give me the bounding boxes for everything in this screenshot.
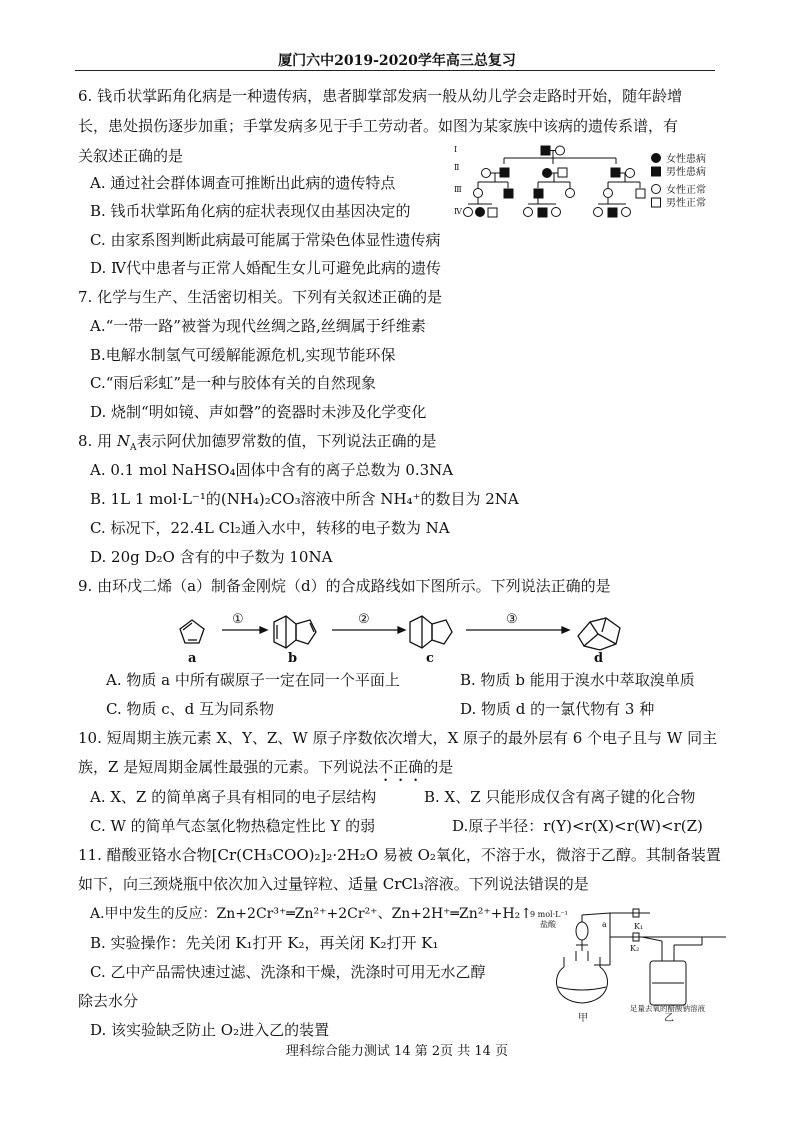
q10-emphasis: 不正确 [378,758,424,776]
q7-option-d: D. 烧制“明如镜、声如磬”的瓷器时未涉及化学变化 [90,403,427,421]
q8-stem-sub: A [129,443,137,453]
q10-option-d: D.原子半径：r(Y)<r(X)<r(W)<r(Z) [452,817,703,835]
legend-label: 女性患病 [666,154,706,165]
solution-label: 足量去氧的醋酸钠溶液 [630,1004,705,1013]
q6-option-b: B. 钱币状掌跖角化病的症状表现仅由基因决定的 [90,202,411,220]
pedigree-female-normal [524,208,533,217]
compound-label-a: a [188,651,197,666]
q7-option-c: C.“雨后彩虹”是一种与胶体有关的自然现象 [90,374,377,392]
step-label-1: ① [232,612,244,627]
pedigree-female-normal [474,189,483,198]
q9-option-b: B. 物质 b 能用于溴水中萃取溴单质 [460,671,695,689]
q11-stem-line1: 11. 醋酸亚铬水合物[Cr(CH₃COO)₂]₂·2H₂O 易被 O₂氧化，不溶于水，微溶于乙醇。其制备装置 [78,846,721,864]
pedigree-male-normal [636,189,645,198]
q7-option-b: B.电解水制氢气可缓解能源危机,实现节能环保 [90,346,396,364]
q10-option-c: C. W 的简单气态氢化物热稳定性比 Y 的弱 [90,817,376,835]
header-rule [75,70,715,71]
q8-stem-b: 表示阿伏加德罗常数的值，下列说法正确的是 [136,432,437,450]
compound-label-c: c [426,651,434,666]
q10-option-b: B. X、Z 只能形成仅含有离子键的化合物 [424,788,696,806]
pedigree-male-normal [488,208,497,217]
q6-option-c: C. 由家系图判断此病最可能属于常染色体显性遗传病 [90,231,441,249]
gen-label-2: Ⅱ [454,163,460,172]
pedigree-male-affected [504,189,513,198]
step-label-3: ③ [506,612,518,627]
gen-label-1: Ⅰ [454,145,458,154]
pedigree-male-affected [541,146,550,155]
structure-d [578,618,620,650]
acid-concentration-label: 9 mol·L⁻¹ [530,910,568,919]
pedigree-female-normal [594,208,603,217]
q10-stem-2a: 族，Z 是短周期金属性最强的元素。下列说法 [78,758,379,776]
legend-male-affected-icon [652,167,661,176]
q8-stem-na: N [116,432,130,450]
q9-stem: 9. 由环戊二烯（a）制备金刚烷（d）的合成路线如下图所示。下列说法正确的是 [78,577,611,595]
q10-stem-line2 [78,757,453,785]
pedigree-female-normal [566,189,575,198]
q7-option-a: A.“一带一路”被誉为现代丝绸之路,丝绸属于纤维素 [90,317,426,335]
pedigree-female-normal [604,189,613,198]
q6-stem-line1: 6. 钱币状掌跖角化病是一种遗传病，患者脚掌部发病一般从幼儿学会走路时开始，随年龄增 [78,87,683,105]
q7-stem: 7. 化学与生产、生活密切相关。下列有关叙述正确的是 [78,288,443,306]
q6-option-d: D. Ⅳ代中患者与正常人婚配生女儿可避免此病的遗传 [90,259,442,277]
tube-label-a: a [602,920,607,929]
gen-label-3: Ⅲ [454,185,462,194]
q11-option-c-line1: C. 乙中产品需快速过滤、洗涤和干燥，洗涤时可用无水乙醇 [90,963,486,981]
q8-option-b: B. 1L 1 mol·L⁻¹的(NH₄)₂CO₃溶液中所含 NH₄⁺的数目为 2NA [90,490,519,508]
pedigree-female-normal [626,169,635,178]
structure-c [410,616,452,648]
pedigree-male-affected [611,168,620,177]
pedigree-female-normal [464,208,473,217]
legend-female-normal-icon [652,185,661,194]
acid-label: 盐酸 [540,920,556,929]
flask-label-jia: 甲 [578,1013,588,1023]
legend-male-normal-icon [652,198,661,207]
pedigree-chart [448,138,730,224]
q6-stem-line3: 关叙述正确的是 [78,147,184,165]
dropping-funnel [576,922,588,940]
q11-option-c-line2: 除去水分 [78,992,139,1010]
q11-option-a: A.甲中发生的反应：Zn+2Cr³⁺═Zn²⁺+2Cr²⁺、Zn+2H⁺═Zn²⁺+H₂↑ [90,906,533,922]
pedigree-female-affected [543,169,552,178]
pedigree-female-normal [556,146,565,155]
legend-female-affected-icon [652,154,661,163]
q10-stem-line1: 10. 短周期主族元素 X、Y、Z、W 原子序数依次增大，X 原子的最外层有 6 个电子且与 W 同主 [78,729,718,747]
pedigree-female-normal [552,208,561,217]
q11-stem-line2: 如下，向三颈烧瓶中依次加入过量锌粒、适量 CrCl₃溶液。下列说法错误的是 [78,875,589,893]
compound-label-b: b [288,651,298,666]
three-neck-flask [557,967,608,1003]
pedigree-male-affected [538,208,547,217]
q11-option-b: B. 实验操作：先关闭 K₁打开 K₂，再关闭 K₂打开 K₁ [90,934,439,952]
q8-option-a: A. 0.1 mol NaHSO₄固体中含有的离子总数为 0.3NA [90,461,454,479]
q8-option-c: C. 标况下，22.4L Cl₂通入水中，转移的电子数为 NA [90,519,450,537]
q8-stem [78,431,437,458]
compound-label-d: d [594,651,604,666]
valve-k2-label: K₂ [630,944,640,953]
pedigree-female-normal [622,208,631,217]
q6-option-a: A. 通过社会群体调查可推断出此病的遗传特点 [90,174,396,192]
gen-label-4: Ⅳ [454,207,462,216]
legend-label: 男性正常 [666,198,706,209]
q9-option-a: A. 物质 a 中所有碳原子一定在同一个平面上 [106,671,400,689]
page-header: 厦门六中2019-2020学年高三总复习 [278,53,516,69]
q11-option-d: D. 该实验缺乏防止 O₂进入乙的装置 [90,1021,330,1039]
pedigree-male-normal [558,168,567,177]
q9-option-d: D. 物质 d 的一氯代物有 3 种 [460,700,655,718]
apparatus-diagram [530,905,726,1023]
legend-label: 男性患病 [666,167,706,178]
q8-option-d: D. 20g D₂O 含有的中子数为 10NA [90,548,333,566]
q9-option-c: C. 物质 c、d 互为同系物 [106,700,275,718]
q8-stem-a: 8. 用 [78,432,117,450]
q10-option-a: A. X、Z 的简单离子具有相同的电子层结构 [90,788,377,806]
pedigree-female-affected [476,208,485,217]
pedigree-male-affected [534,189,543,198]
legend-label: 女性正常 [666,185,706,196]
synthesis-route-diagram [170,608,630,668]
pedigree-male-affected [500,168,509,177]
flask-label-yi: 乙 [664,1013,674,1023]
q10-stem-2c: 的是 [423,758,454,776]
pedigree-female-normal [482,169,491,178]
step-label-2: ② [358,612,370,627]
structure-b [274,616,316,648]
pedigree-male-affected [608,208,617,217]
valve-k1-label: K₁ [634,922,644,931]
q6-stem-line2: 长，患处损伤逐步加重；手掌发病多见于手工劳动者。如图为某家族中该病的遗传系谱，有 [78,117,679,135]
page-footer: 理科综合能力测试 14 第 2页 共 14 页 [285,1044,509,1059]
